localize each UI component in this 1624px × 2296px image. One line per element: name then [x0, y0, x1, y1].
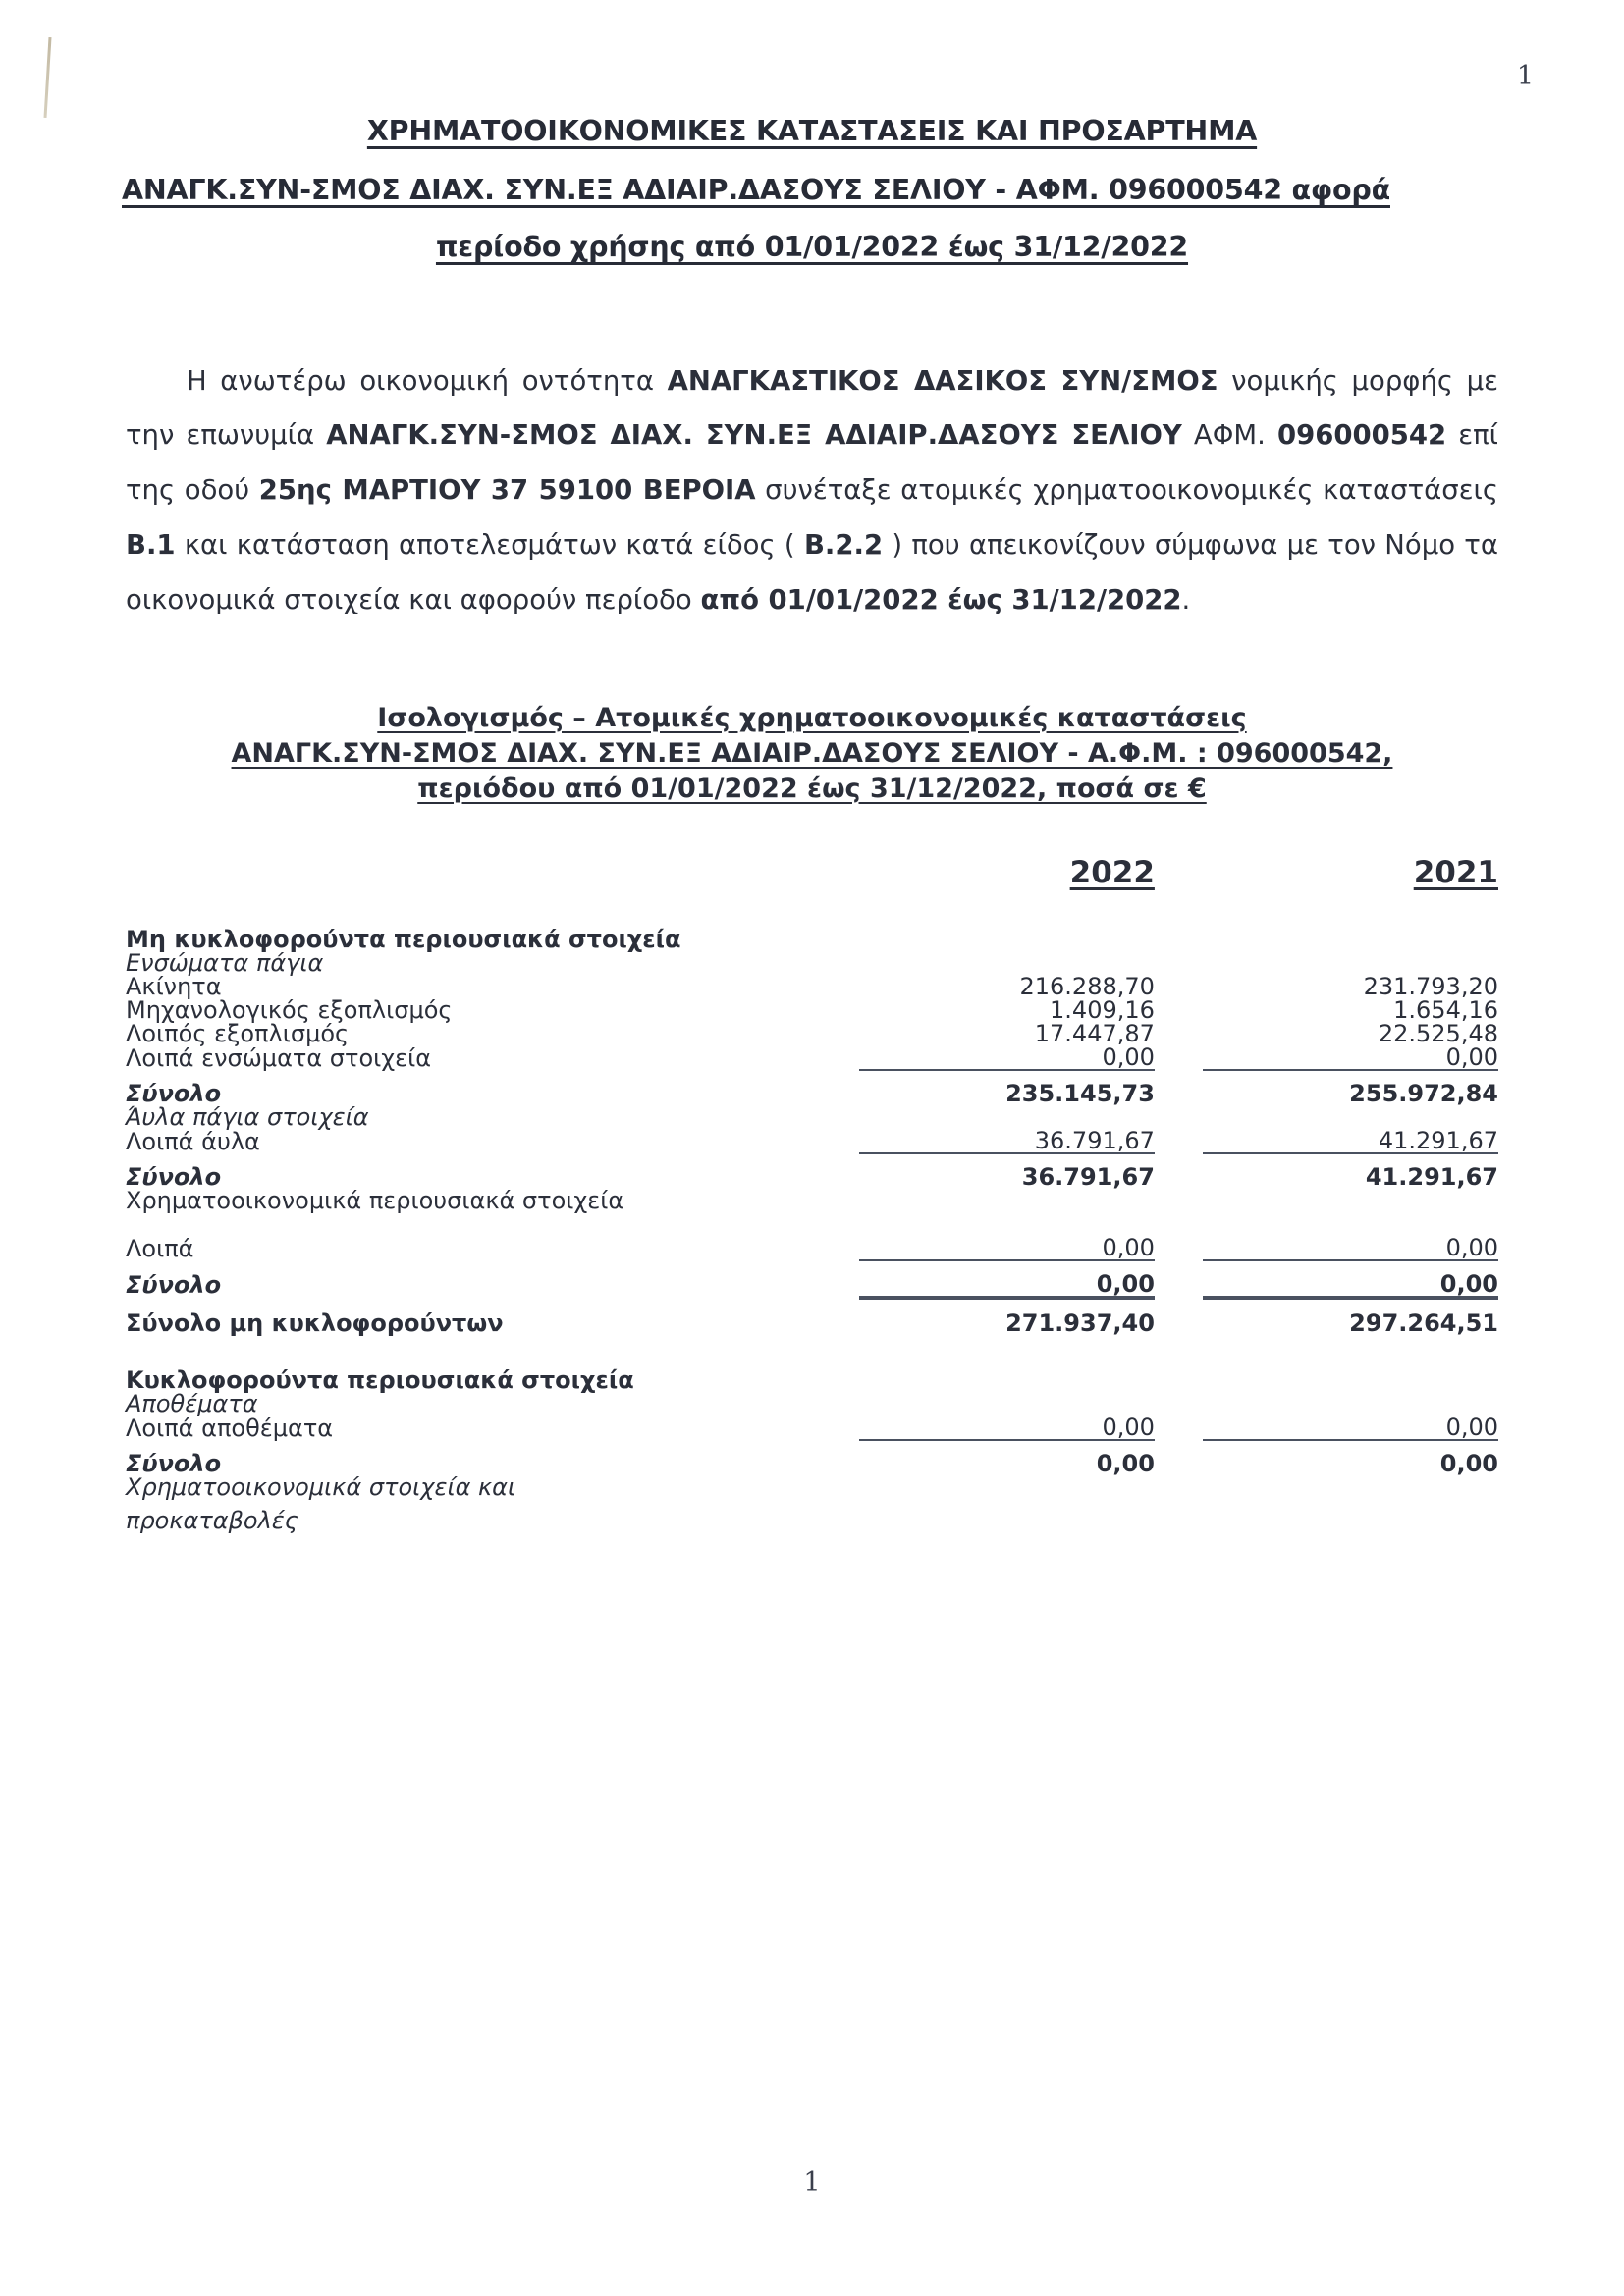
table-row: [126, 1415, 1498, 1440]
value-2022: 0,00: [859, 1440, 1155, 1475]
row-label: Σύνολο: [126, 1271, 222, 1300]
value-2022: 0,00: [1102, 1234, 1155, 1262]
value-2021: 0,00: [1445, 1234, 1498, 1262]
column-gap: [1155, 1335, 1203, 1392]
page-content: [122, 115, 1499, 1535]
balance-heading-title: Ισολογισμός – Ατομικές χρηματοοικονομικές καταστάσεις: [377, 702, 1247, 733]
document-title-line-1: [126, 115, 1498, 147]
intro-t7: ) που απεικονίζουν σύμφωνα με τον Νόμο τα οικονομικά στοιχεία και αφορούν περίοδο: [126, 528, 1498, 615]
row-label: Χρηματοοικονομικά στοιχεία και προκαταβολές: [126, 1475, 859, 1532]
value-2022: [859, 1392, 1155, 1415]
value-2022: 216.288,70: [1019, 973, 1155, 1001]
row-label: Άυλα πάγια στοιχεία: [126, 1103, 369, 1132]
column-gap: [1155, 1022, 1203, 1045]
financial-table-wrapper: [126, 855, 1498, 1535]
entity-name-afm-text: ΑΝΑΓΚ.ΣΥΝ-ΣΜΟΣ ΔΙΑΧ. ΣΥΝ.ΕΞ ΑΔΙΑΙΡ.ΔΑΣΟΥΣ ΣΕΛΙΟΥ - ΑΦΜ. 096000542 αφορά: [122, 173, 1390, 206]
value-2021: 41.291,67: [1203, 1153, 1498, 1189]
value-2021: [1203, 1335, 1498, 1392]
value-2022: [859, 1475, 1155, 1532]
value-2021: 255.972,84: [1203, 1070, 1498, 1105]
row-label: Λοιπός εξοπλισμός: [126, 1020, 350, 1048]
table-row: [126, 1440, 1498, 1475]
column-gap: [1155, 1070, 1203, 1105]
document-title-line-3: [126, 231, 1498, 263]
column-gap: [1155, 1129, 1203, 1153]
column-header-2022: 2022: [1069, 855, 1155, 891]
table-row: [126, 1045, 1498, 1070]
table-row: [126, 1212, 1498, 1260]
row-label: Λοιπά: [126, 1235, 194, 1263]
period-text: περίοδο χρήσης από 01/01/2022 έως 31/12/2022: [435, 231, 1189, 263]
intro-b7: από 01/01/2022 έως 31/12/2022: [700, 583, 1182, 615]
intro-paragraph: [126, 354, 1498, 628]
column-gap: [1155, 1189, 1203, 1212]
intro-t3: ΑΦΜ.: [1181, 419, 1277, 452]
column-gap: [1155, 1392, 1203, 1415]
column-header-2021: 2021: [1413, 855, 1498, 891]
table-row: [126, 1260, 1498, 1297]
value-2022: [859, 951, 1155, 975]
row-label: Κυκλοφορούντα περιουσιακά στοιχεία: [126, 1366, 634, 1395]
column-gap: [1155, 1045, 1203, 1070]
table-row: [126, 1335, 1498, 1392]
value-2021: [1203, 1392, 1498, 1415]
value-2021: 297.264,51: [1203, 1297, 1498, 1335]
intro-b1: ΑΝΑΓΚΑΣΤΙΚΟΣ ΔΑΣΙΚΟΣ ΣΥΝ/ΣΜΟΣ: [667, 364, 1218, 397]
column-gap: [1155, 1415, 1203, 1440]
column-gap: [1155, 928, 1203, 951]
table-row: [126, 975, 1498, 998]
scan-artifact-mark: [43, 37, 51, 118]
value-2022: 0,00: [1102, 1043, 1155, 1072]
table-row: [126, 1105, 1498, 1129]
value-2021: 41.291,67: [1378, 1127, 1498, 1155]
row-label: Λοιπά αποθέματα: [126, 1415, 334, 1443]
table-row: [126, 1022, 1498, 1045]
value-2021: 0,00: [1445, 1414, 1498, 1442]
value-2022: [859, 1335, 1155, 1392]
balance-sheet-table: [126, 855, 1498, 1535]
intro-t1: Η ανωτέρω οικονομική οντότητα: [187, 364, 668, 397]
column-gap: [1155, 975, 1203, 998]
table-row: [126, 1392, 1498, 1415]
value-2021: [1203, 1475, 1498, 1532]
row-label: Σύνολο μη κυκλοφορούντων: [126, 1309, 504, 1338]
row-label: Σύνολο: [126, 1163, 222, 1192]
table-row: [126, 1070, 1498, 1105]
balance-sheet-heading: [126, 701, 1498, 808]
intro-b3: 096000542: [1276, 419, 1447, 452]
value-2022: [859, 928, 1155, 951]
value-2022: 0,00: [859, 1260, 1155, 1297]
value-2022: [859, 1105, 1155, 1129]
value-2021: [1203, 1105, 1498, 1129]
value-2021: [1203, 1189, 1498, 1212]
page-number-top: 1: [1516, 61, 1534, 91]
value-2022: 36.791,67: [1034, 1127, 1155, 1155]
value-2022: 1.409,16: [1050, 996, 1155, 1025]
header-gap-row: [126, 888, 1498, 928]
value-2022: 271.937,40: [859, 1297, 1155, 1335]
value-2021: 1.654,16: [1393, 996, 1498, 1025]
column-gap: [1155, 1153, 1203, 1189]
intro-t4: επί της οδού: [126, 419, 1498, 507]
document-title-text: ΧΡΗΜΑΤΟΟΙΚΟΝΟΜΙΚΕΣ ΚΑΤΑΣΤΑΣΕΙΣ ΚΑΙ ΠΡΟΣΑΡΤΗΜΑ: [366, 115, 1258, 147]
value-2021: 0,00: [1445, 1043, 1498, 1072]
table-row: [126, 928, 1498, 951]
value-2021: [1203, 951, 1498, 975]
row-label-line-2: προκαταβολές: [126, 1507, 298, 1535]
row-label: Λοιπά άυλα: [126, 1128, 260, 1156]
balance-heading-line-2: [126, 736, 1498, 772]
value-2021: 22.525,48: [1378, 1020, 1498, 1048]
column-gap: [1155, 1297, 1203, 1335]
table-header-row: [126, 858, 1498, 888]
balance-heading-line-3: [126, 772, 1498, 807]
balance-heading-period: περιόδου από 01/01/2022 έως 31/12/2022, ποσά σε €: [417, 773, 1207, 804]
row-label: Λοιπά ενσώματα στοιχεία: [126, 1044, 432, 1073]
value-2022: 17.447,87: [1034, 1020, 1155, 1048]
intro-b5: Β.1: [126, 528, 176, 561]
intro-t5: συνέταξε ατομικές χρηματοοικονομικές καταστάσεις: [755, 474, 1499, 507]
document-title-line-2: [122, 173, 1498, 206]
intro-t8: .: [1181, 583, 1191, 615]
column-gap: [1155, 1212, 1203, 1260]
row-label: Μηχανολογικός εξοπλισμός: [126, 996, 453, 1025]
value-2021: 0,00: [1203, 1440, 1498, 1475]
row-label: Μη κυκλοφορούντα περιουσιακά στοιχεία: [126, 926, 681, 954]
column-gap: [1155, 1475, 1203, 1532]
intro-t2: νομικής μορφής με την επωνυμία: [126, 364, 1498, 452]
table-row: [126, 1129, 1498, 1153]
column-gap: [1155, 998, 1203, 1022]
table-row: [126, 1475, 1498, 1532]
row-label: Σύνολο: [126, 1080, 222, 1108]
table-row: [126, 951, 1498, 975]
page-number-bottom: 1: [803, 2167, 821, 2198]
row-label: Χρηματοοικονομικά περιουσιακά στοιχεία: [126, 1187, 624, 1215]
balance-heading-line-1: [126, 701, 1498, 736]
value-2022: 36.791,67: [859, 1153, 1155, 1189]
table-row: [126, 1189, 1498, 1212]
column-gap: [1155, 1105, 1203, 1129]
row-label: Σύνολο: [126, 1450, 222, 1478]
table-row: [126, 998, 1498, 1022]
column-gap: [1155, 951, 1203, 975]
value-2022: [859, 1189, 1155, 1212]
column-gap: [1155, 1260, 1203, 1297]
intro-t6: και κατάσταση αποτελεσμάτων κατά είδος (: [175, 528, 804, 561]
row-label: Ενσώματα πάγια: [126, 949, 324, 978]
row-label: Αποθέματα: [126, 1390, 258, 1418]
value-2022: 235.145,73: [859, 1070, 1155, 1105]
value-2021: 231.793,20: [1363, 973, 1498, 1001]
table-row: [126, 1297, 1498, 1335]
title-block: [122, 115, 1498, 263]
value-2022: 0,00: [1102, 1414, 1155, 1442]
header-spacer: [126, 858, 859, 888]
row-label: Ακίνητα: [126, 973, 222, 1001]
column-gap: [1155, 1440, 1203, 1475]
value-2021: [1203, 928, 1498, 951]
table-row: [126, 1153, 1498, 1189]
balance-heading-entity: ΑΝΑΓΚ.ΣΥΝ-ΣΜΟΣ ΔΙΑΧ. ΣΥΝ.ΕΞ ΑΔΙΑΙΡ.ΔΑΣΟΥΣ ΣΕΛΙΟΥ - Α.Φ.Μ. : 096000542,: [231, 737, 1393, 769]
intro-b2: ΑΝΑΓΚ.ΣΥΝ-ΣΜΟΣ ΔΙΑΧ. ΣΥΝ.ΕΞ ΑΔΙΑΙΡ.ΔΑΣΟΥΣ ΣΕΛΙΟΥ: [326, 419, 1182, 452]
value-2021: 0,00: [1203, 1260, 1498, 1297]
intro-b4: 25ης ΜΑΡΤΙΟΥ 37 59100 ΒΕΡΟΙΑ: [258, 474, 756, 507]
intro-b6: Β.2.2: [803, 528, 884, 561]
